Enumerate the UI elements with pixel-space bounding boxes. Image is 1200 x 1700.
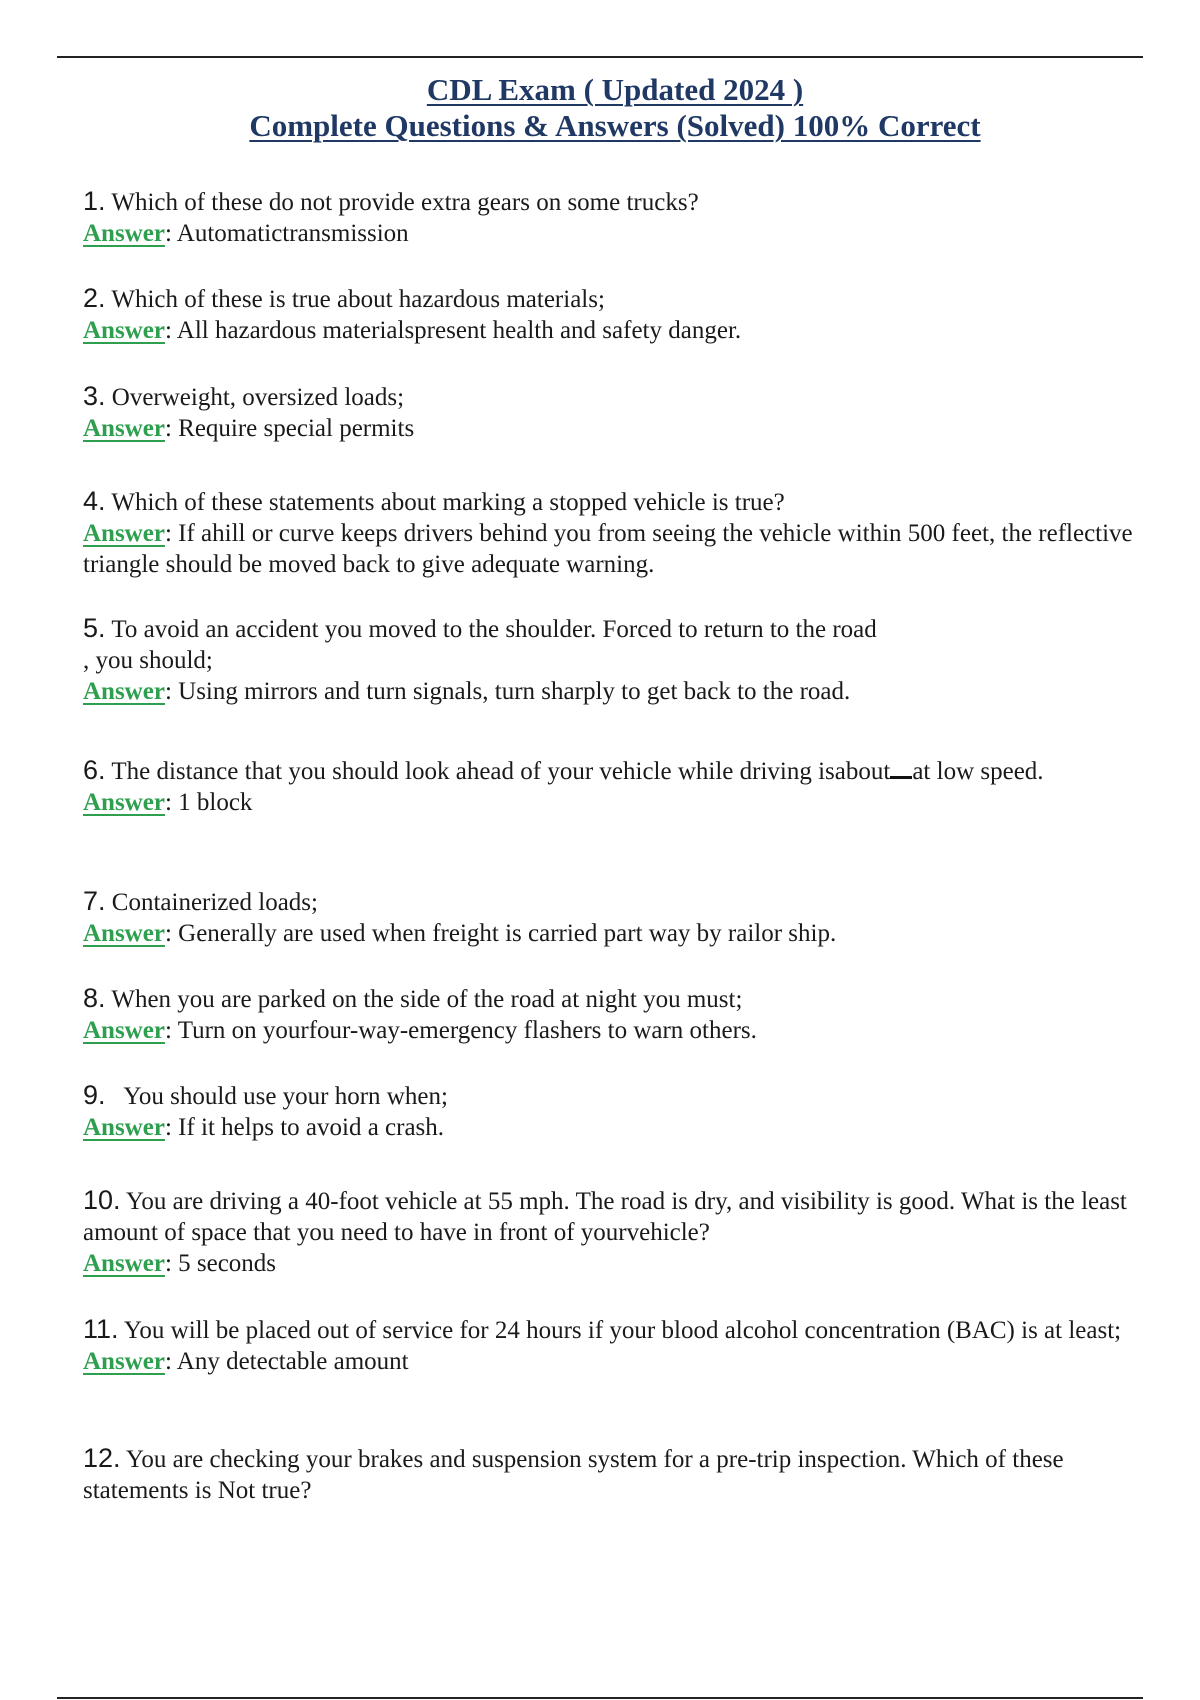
answer-line: Answer: Automatictransmission	[83, 220, 409, 247]
answer-label: Answer	[83, 920, 165, 947]
answer-text: Any detectable amount	[176, 1348, 409, 1375]
document-title: CDL Exam ( Updated 2024 )	[426, 72, 804, 107]
question-number: 3.	[83, 381, 106, 411]
question-number: 8.	[83, 983, 106, 1013]
question-text: Which of these is true about hazardous materials;	[111, 286, 605, 313]
answer-label: Answer	[83, 415, 165, 442]
question-item	[83, 755, 1151, 818]
question-item	[83, 486, 1151, 580]
answer-text: 1 block	[178, 789, 253, 816]
question-number: 1.	[83, 186, 106, 216]
question-item	[83, 1185, 1151, 1279]
bottom-rule	[57, 1697, 1143, 1699]
answer-text: Turn on yourfour-way-emergency flashers to warn others.	[177, 1017, 757, 1044]
answer-label: Answer	[83, 789, 165, 816]
answer-text: Using mirrors and turn signals, turn sharply to get back to the road.	[178, 678, 851, 705]
question-item	[83, 886, 1151, 949]
answer-line: Answer: Generally are used when freight is carried part way by railor ship.	[83, 920, 837, 947]
question-text: The distance that you should look ahead of your vehicle while driving isabout	[111, 758, 891, 785]
question-text: When you are parked on the side of the road at night you must;	[111, 986, 743, 1013]
question-text-continued: , you should;	[83, 647, 213, 674]
document-subtitle: Complete Questions & Answers (Solved) 100% Correct	[249, 108, 981, 143]
answer-label: Answer	[83, 220, 165, 247]
question-item	[83, 613, 1151, 707]
question-number: 12.	[83, 1443, 121, 1473]
answer-text: Generally are used when freight is carried part way by railor ship.	[178, 920, 837, 947]
question-text-after-blank: at low speed.	[912, 758, 1044, 785]
question-text: Which of these statements about marking a stopped vehicle is true?	[111, 489, 785, 516]
question-item	[83, 381, 1151, 444]
question-text: You will be placed out of service for 24 hours if your blood alcohol concentration (BAC) is at least;	[123, 1317, 1122, 1344]
answer-line: Answer: 1 block	[83, 789, 253, 816]
question-item	[83, 1314, 1151, 1377]
answer-line: Answer: Turn on yourfour-way-emergency flashers to warn others.	[83, 1017, 757, 1044]
answer-label: Answer	[83, 1017, 165, 1044]
answer-label: Answer	[83, 317, 165, 344]
answer-text: 5 seconds	[178, 1250, 277, 1277]
question-number: 5.	[83, 613, 106, 643]
answer-label: Answer	[83, 1114, 165, 1141]
answer-line: Answer: Any detectable amount	[83, 1348, 409, 1375]
question-item	[83, 1080, 1151, 1143]
question-item	[83, 1443, 1151, 1506]
answer-line: Answer: If it helps to avoid a crash.	[83, 1114, 445, 1141]
question-number: 6.	[83, 755, 106, 785]
answer-line: Answer: 5 seconds	[83, 1250, 277, 1277]
question-number: 9.	[83, 1080, 106, 1110]
question-number: 7.	[83, 886, 106, 916]
question-text: Which of these do not provide extra gears on some trucks?	[111, 189, 699, 216]
question-text: Overweight, oversized loads;	[111, 384, 405, 411]
answer-text: If ahill or curve keeps drivers behind you from seeing the vehicle within 500 feet, the reflective triangle should be moved back to give adequate warning.	[83, 520, 1133, 578]
answer-label: Answer	[83, 1250, 165, 1277]
answer-label: Answer	[83, 678, 165, 705]
answer-text: Require special permits	[178, 415, 415, 442]
question-item	[83, 283, 1151, 346]
top-rule	[57, 56, 1143, 58]
question-text: Containerized loads;	[111, 889, 318, 916]
question-number: 11.	[83, 1314, 119, 1344]
question-text: You are checking your brakes and suspension system for a pre-trip inspection. Which of these statements is Not true?	[83, 1446, 1064, 1504]
fill-in-blank	[890, 758, 912, 779]
question-number: 10.	[83, 1185, 121, 1215]
question-number: 2.	[83, 283, 106, 313]
question-item	[83, 186, 1151, 249]
answer-line: Answer: If ahill or curve keeps drivers behind you from seeing the vehicle within 500 feet, the reflective triangle should be moved back to give adequate warning.	[83, 520, 1133, 578]
answer-label: Answer	[83, 1348, 165, 1375]
answer-text: Automatictransmission	[176, 220, 409, 247]
answer-text: If it helps to avoid a crash.	[178, 1114, 445, 1141]
answer-text: All hazardous materialspresent health and safety danger.	[176, 317, 742, 344]
question-item	[83, 983, 1151, 1046]
question-text: To avoid an accident you moved to the shoulder. Forced to return to the road	[111, 616, 877, 643]
question-text: You should use your horn when;	[123, 1083, 448, 1110]
answer-line: Answer: Require special permits	[83, 415, 415, 442]
answer-label: Answer	[83, 520, 165, 547]
answer-line: Answer: Using mirrors and turn signals, turn sharply to get back to the road.	[83, 678, 851, 705]
answer-line: Answer: All hazardous materialspresent health and safety danger.	[83, 317, 742, 344]
question-number: 4.	[83, 486, 106, 516]
question-text: You are driving a 40-foot vehicle at 55 mph. The road is dry, and visibility is good. What is the least amount of space that you need to have in front of yourvehicle?	[83, 1188, 1127, 1246]
